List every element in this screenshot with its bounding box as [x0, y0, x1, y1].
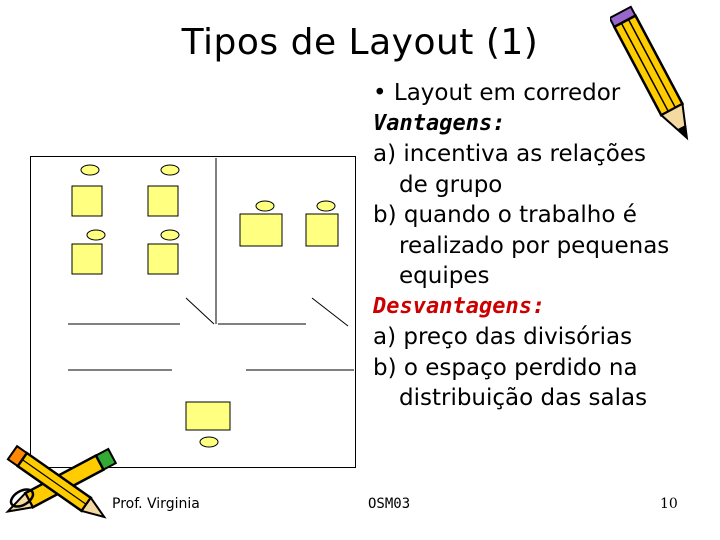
door-line: [186, 298, 214, 324]
chair: [87, 230, 105, 240]
bullet-item: a) preço das divisórias: [373, 324, 633, 350]
desk: [148, 186, 178, 216]
desk: [148, 244, 178, 274]
desk: [186, 402, 230, 430]
crossed-pencils-icon: [0, 436, 120, 536]
chair: [81, 165, 99, 175]
footer-page-number: 10: [660, 496, 678, 512]
slide-title: Tipos de Layout (1): [181, 22, 539, 63]
chair: [256, 201, 274, 211]
desk: [240, 214, 282, 246]
bullet-item: realizado por pequenas: [399, 232, 670, 259]
bullet-item: equipes: [399, 263, 490, 289]
bullet-item: b) quando o trabalho é: [373, 202, 637, 228]
bullet-item: distribuição das salas: [399, 385, 648, 411]
chair: [317, 201, 335, 211]
door-line: [312, 298, 348, 326]
bullet-item: a) incentiva as relações: [373, 141, 646, 167]
bullet-item: de grupo: [399, 171, 503, 198]
chair: [200, 437, 218, 447]
desk: [72, 186, 102, 216]
pencil-icon: [610, 0, 700, 160]
chair: [161, 165, 179, 175]
footer-course: OSM03: [368, 496, 411, 512]
bullet-item: • Layout em corredor: [373, 80, 621, 106]
bullet-heading: Desvantagens:: [373, 293, 546, 319]
bullet-heading: Vantagens:: [373, 110, 506, 136]
desk: [306, 214, 338, 246]
desk: [72, 244, 102, 274]
bullet-item: b) o espaço perdido na: [373, 354, 638, 381]
footer-author: Prof. Virginia: [112, 496, 200, 512]
chair: [161, 230, 179, 240]
